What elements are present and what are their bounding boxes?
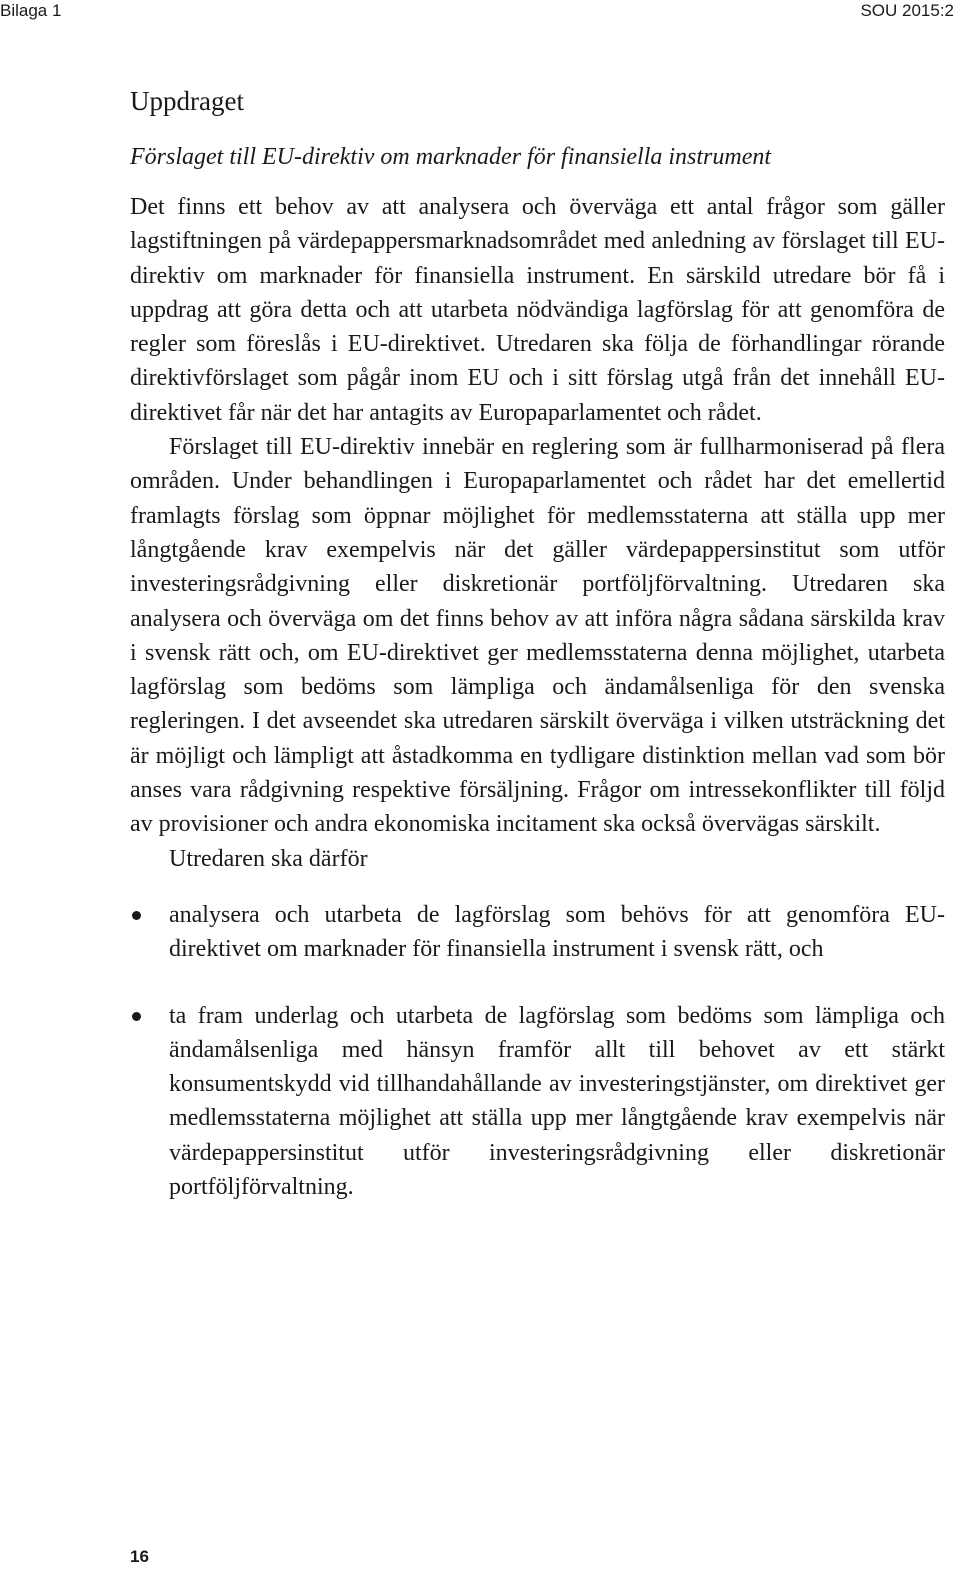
list-lead-text: Utredaren ska därför [169,845,368,872]
header-right-label: SOU 2015:2 [860,1,954,20]
bullet-list [130,898,945,1204]
document-body [130,84,945,1236]
bullet-icon [132,911,141,920]
list-item [130,898,945,967]
list-item [130,999,945,1205]
header-left-label: Bilaga 1 [0,1,62,20]
running-header [0,0,960,22]
section-subtitle: Förslaget till EU-direktiv om marknader för finansiella instrument [130,144,772,170]
paragraph-2: Förslaget till EU-direktiv innebär en reglering som är fullharmoniserad på flera områden. Under behandlingen i Europaparlamentet och rådet har det emellertid framlagts förslag som öppnar möjlighet för medlemsstaterna att ställa upp mer långtgående krav exempelvis när det gäller värdepappersinstitut som utför investeringsrådgivning eller diskretionär portföljförvaltning. Utredaren ska analysera och överväga om det finns behov av att införa några sådana särskilda krav i svensk rätt och, om EU-direktivet ger medlemsstaterna denna möjlighet, utarbeta lagförslag som bedöms som lämpliga och ändamålsenliga för den svenska regleringen. I det avseendet ska utredaren särskilt överväga i vilken utsträckning det är möjligt och lämpligt att åstadkomma en tydligare distinktion mellan vad som bör anses vara rådgivning respektive försäljning. Frågor om intressekonflikter till följd av provisioner och andra ekonomiska incitament ska också övervägas särskilt. [130,434,945,838]
list-item-text: analysera och utarbeta de lagförslag som behövs för att genomföra EU-direktivet om marknader för finansiella instrument i svensk rätt, och [169,901,945,963]
list-item-text: ta fram underlag och utarbeta de lagförslag som bedöms som lämpliga och ändamålsenliga med hänsyn framför allt till behovet av ett stärkt konsumentskydd vid tillhandahållande av investeringstjänster, om direktivet ger medlemsstaterna möjlighet att ställa upp mer långtgående krav exempelvis när värdepappersinstitut utför investeringsrådgivning eller diskretionär portföljförvaltning. [169,1002,945,1201]
page-number: 16 [130,1547,149,1566]
paragraph-1: Det finns ett behov av att analysera och överväga ett antal frågor som gäller lagstiftningen på värdepappersmarknadsområdet med anledning av förslaget till EU-direktiv om marknader för finansiella instrument. En särskild utredare bör få i uppdrag att göra detta och att utarbeta nödvändiga lagförslag för att genomföra de regler som föreslås i EU-direktivet. Utredaren ska följa de förhandlingar rörande direktivförslaget som pågår inom EU och i sitt förslag utgå från det innehåll EU-direktivet får när det har antagits av Europaparlamentet och rådet. [130,194,945,426]
bullet-icon [132,1012,141,1021]
section-title: Uppdraget [130,86,244,116]
